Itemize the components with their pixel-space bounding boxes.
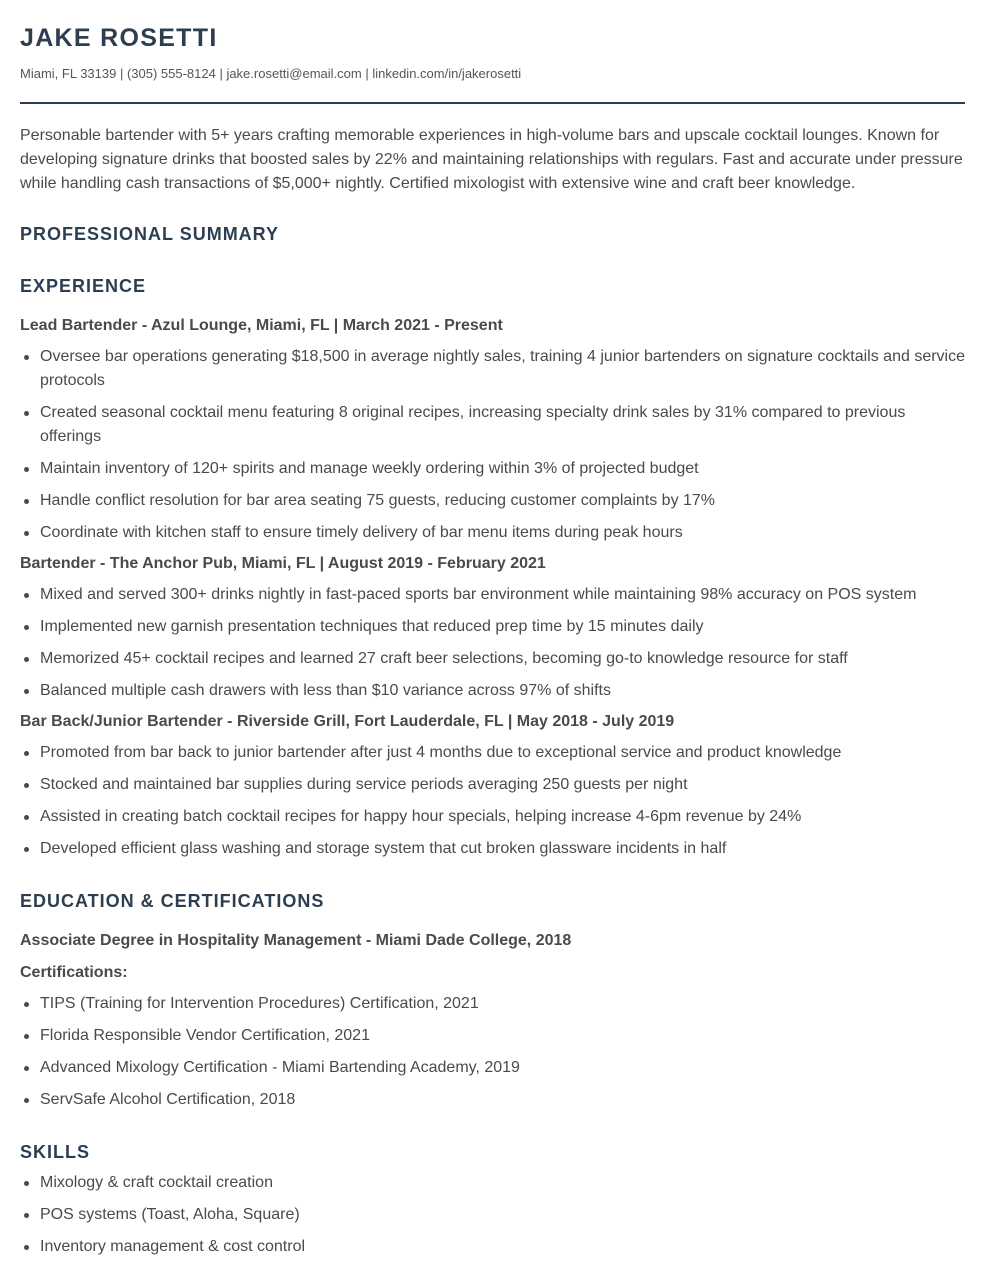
list-item: Memorized 45+ cocktail recipes and learned 27 craft beer selections, becoming go-to knowledge resource for staff — [20, 647, 965, 671]
contact-line: Miami, FL 33139 | (305) 555-8124 | jake.rosetti@email.com | linkedin.com/in/jakerosetti — [20, 66, 522, 81]
list-item: Balanced multiple cash drawers with less than $10 variance across 97% of shifts — [20, 679, 965, 703]
certifications-label: Certifications: — [20, 964, 128, 981]
list-item: TIPS (Training for Intervention Procedures) Certification, 2021 — [20, 992, 965, 1016]
list-item: Florida Responsible Vendor Certification, 2021 — [20, 1024, 965, 1048]
list-item: ServSafe Alcohol Certification, 2018 — [20, 1088, 965, 1112]
list-item: Implemented new garnish presentation techniques that reduced prep time by 15 minutes daily — [20, 615, 965, 639]
list-item: Promoted from bar back to junior bartender after just 4 months due to exceptional service and product knowledge — [20, 741, 965, 765]
list-item: Created seasonal cocktail menu featuring 8 original recipes, increasing specialty drink sales by 31% compared to previous offerings — [20, 401, 965, 449]
list-item: Assisted in creating batch cocktail recipes for happy hour specials, helping increase 4-6pm revenue by 24% — [20, 805, 965, 829]
education-heading: EDUCATION & CERTIFICATIONS — [20, 891, 325, 911]
job-title: Bar Back/Junior Bartender - Riverside Grill, Fort Lauderdale, FL | May 2018 - July 2019 — [20, 713, 675, 730]
candidate-name: JAKE ROSETTI — [20, 24, 218, 52]
experience-heading: EXPERIENCE — [20, 276, 147, 296]
intro-paragraph: Personable bartender with 5+ years crafting memorable experiences in high-volume bars and upscale cocktail lounges. Known for developing signature drinks that boosted sales by 22% and maintaining relationships with regulars. Fast and accurate under pressure while handling cash transactions of $5,000+ nightly. Certified mixologist with extensive wine and craft beer knowledge. — [20, 127, 963, 192]
list-item: Developed efficient glass washing and storage system that cut broken glassware incidents in half — [20, 837, 965, 861]
job-title: Lead Bartender - Azul Lounge, Miami, FL | March 2021 - Present — [20, 317, 503, 334]
list-item: Mixed and served 300+ drinks nightly in fast-paced sports bar environment while maintaining 98% accuracy on POS system — [20, 583, 965, 607]
list-item: Advanced Mixology Certification - Miami Bartending Academy, 2019 — [20, 1056, 965, 1080]
list-item: Stocked and maintained bar supplies during service periods averaging 250 guests per night — [20, 773, 965, 797]
job-title: Bartender - The Anchor Pub, Miami, FL | August 2019 - February 2021 — [20, 555, 546, 572]
list-item: Maintain inventory of 120+ spirits and manage weekly ordering within 3% of projected budget — [20, 457, 965, 481]
job-bullet-list — [20, 583, 965, 703]
list-item: Oversee bar operations generating $18,500 in average nightly sales, training 4 junior bartenders on signature cocktails and service protocols — [20, 345, 965, 393]
list-item: Inventory management & cost control — [20, 1235, 965, 1259]
list-item: Handle conflict resolution for bar area seating 75 guests, reducing customer complaints by 17% — [20, 489, 965, 513]
header-divider — [20, 102, 965, 104]
degree-line: Associate Degree in Hospitality Management - Miami Dade College, 2018 — [20, 932, 572, 949]
resume-body — [20, 124, 965, 1259]
certification-list — [20, 992, 965, 1112]
skills-heading: SKILLS — [20, 1142, 91, 1162]
job-bullet-list — [20, 345, 965, 545]
list-item: Mixology & craft cocktail creation — [20, 1171, 965, 1195]
list-item: Coordinate with kitchen staff to ensure timely delivery of bar menu items during peak hours — [20, 521, 965, 545]
professional-summary-heading: PROFESSIONAL SUMMARY — [20, 224, 280, 244]
skills-list — [20, 1171, 965, 1259]
job-bullet-list — [20, 741, 965, 861]
list-item: POS systems (Toast, Aloha, Square) — [20, 1203, 965, 1227]
